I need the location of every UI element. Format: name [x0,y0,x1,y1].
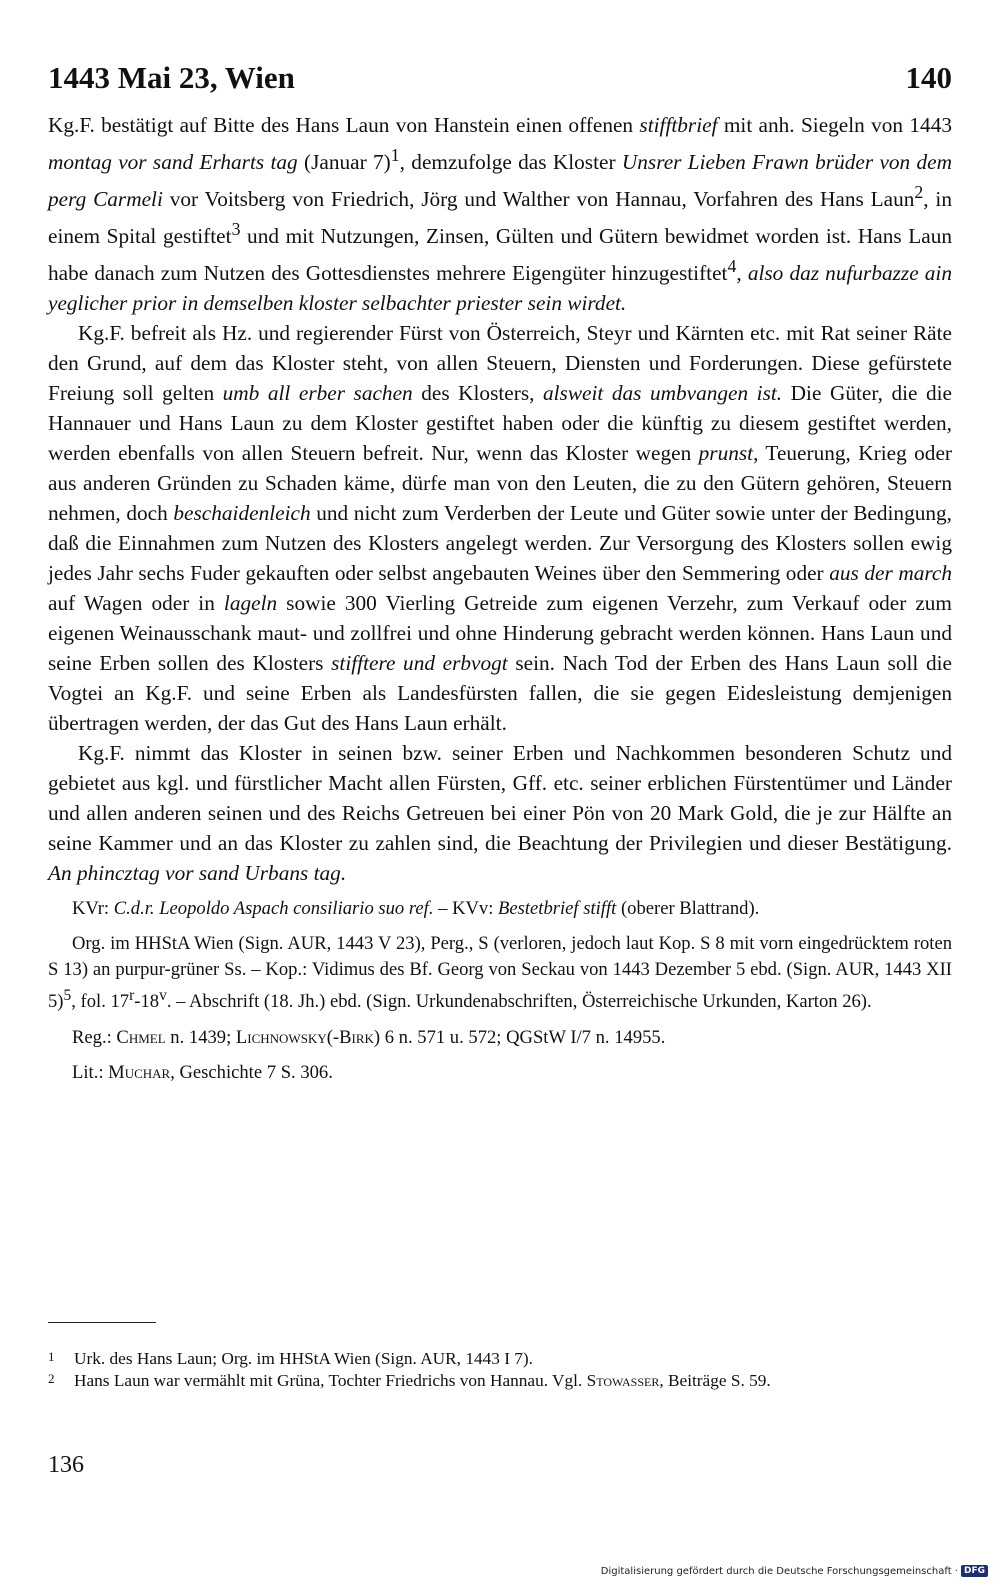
superscript: v [159,987,167,1005]
text: , Teuerung, Krieg oder aus anderen Gründen zu Schaden käme, dürfe man von den Leuten, die zu den Gütern gehören, Steuern nehmen, doch [48,441,953,526]
quote: Unsrer Lieben Frawn brüder von dem perg Carmeli [48,150,952,212]
superscript: r [129,987,135,1005]
text: und nicht zum Verderben der Leute und Güter sowie unter der Bedingung, daß die Einnahmen zum Nutzen des Klosters angelegt werden. Zur Versorgung des Klosters sollen ewig jedes Jahr sechs Fuder gekauften oder selbst angebauten Weines über den Semmering oder [48,501,952,586]
page-header [48,52,952,96]
dfg-logo: DFG [961,1565,988,1577]
text: -18 [134,991,160,1013]
footnote [48,1348,952,1370]
quote: stifftbrief [639,113,718,137]
text: Reg.: [72,1026,117,1048]
author: Lichnowsky(-Birk) [235,1026,381,1048]
note-kanzleivermerk [48,896,952,922]
digitization-credit [601,1565,988,1577]
text: , demzufolge das Kloster [399,150,622,175]
quote: montag vor sand Erharts tag [48,150,298,175]
quote: An phincztag vor sand Urbans tag. [48,861,347,886]
text: Lit.: [72,1061,109,1083]
text: des Klosters, [412,381,543,406]
footnote-ref: 1 [390,145,400,165]
quote: also daz nufurbazze ain yeglicher prior in demselben kloster selbachter priester sein wirdet. [48,261,952,316]
quote: beschaidenleich [173,501,311,526]
text: (oberer Blattrand). [616,898,760,920]
footnote-ref: 5 [63,987,72,1005]
paragraph-3 [48,738,952,888]
quote: C.d.r. Leopoldo Aspach consiliario suo ref. [113,898,434,920]
footnotes [48,1348,952,1392]
text: Kg.F. nimmt das Kloster in seinen bzw. seiner Erben und Nachkommen besonderen Schutz und gebietet aus kgl. und fürstlicher Macht allen Fürsten, Gff. etc. seiner erblichen Fürstentümer und Länder und allen anderen seinen und des Reichs Getreuen bei einer Pön von 20 Mark Gold, die je zur Hälfte an seine Kammer und an das Kloster zu zahlen sind, die Beachtung der Privilegien und dieser Bestätigung. [48,741,952,856]
text: 6 n. 571 u. 572; QGStW I/7 n. 14955. [380,1026,666,1048]
quote: aus der march [829,561,952,586]
text: sein. Nach Tod der Erben des Hans Laun soll die Vogtei an Kg.F. und seine Erben als Landesfürsten fallen, die sie gegen Eidesleistung demjenigen übertragen werden, der das Gut des Hans Laun erhält. [48,651,952,736]
page-number: 136 [48,1452,84,1478]
text: Kg.F. befreit als Hz. und regierender Fürst von Österreich, Steyr und Kärnten etc. mit Rat seiner Räte den Grund, auf dem das Kloster steht, von allen Steuern, Diensten und Forderungen. Diese gefürstete Freiung soll gelten [48,321,952,406]
text: n. 1439; [165,1026,236,1048]
paragraph-2 [48,318,952,738]
author: Muchar [108,1061,171,1083]
text: KVr: [72,898,114,920]
footnote-number: 2 [48,1371,55,1386]
apparatus [48,896,952,1085]
footnote-text: Urk. des Hans Laun; Org. im HHStA Wien (Sign. AUR, 1443 I 7). [74,1349,533,1368]
text: . – Abschrift (18. Jh.) ebd. (Sign. Urkundenabschriften, Österreichische Urkunden, Karton 26). [166,991,872,1013]
document-title: 1443 Mai 23, Wien [48,60,295,95]
text: , fol. 17 [71,991,130,1013]
text: mit anh. Siegeln von 1443 [717,113,952,137]
quote: umb all erber sachen [222,381,413,406]
text: Org. im HHStA Wien (Sign. AUR, 1443 V 23), Perg., S (verloren, jedoch laut Kop. S 8 mit vorn eingedrücktem roten S 13) an purpur-grüner Ss. – Kop.: Vidimus des Bf. Georg von Seckau von 1443 Dezember 5 ebd. (Sign. AUR, 1443 XII 5) [48,933,952,1013]
quote: lageln [223,591,278,616]
text: , [736,261,748,286]
document-number: 140 [905,60,952,95]
text: (Januar 7) [297,150,391,175]
text: sowie 300 Vierling Getreide zum eigenen Verzehr, zum Verkauf oder zum eigenen Weinausschank maut- und zollfrei und ohne Hinderung gebracht werden können. Hans Laun und seine Erben sollen des Klosters [48,591,953,676]
main-text [48,110,952,1095]
text: Hans Laun war vermählt mit Grüna, Tochter Friedrichs von Hannau. Vgl. [74,1371,587,1390]
text: , Beiträge S. 59. [659,1371,771,1390]
text: Die Güter, die die Hannauer und Hans Laun zu dem Kloster gestiftet haben oder die künftig zu diesem gestiftet werden, werden ebenfalls von allen Steuern befreit. Nur, wenn das Kloster wegen [48,381,953,466]
credit-text: Digitalisierung gefördert durch die Deutsche Forschungsgemeinschaft · [600,1565,958,1577]
note-literatur [48,1060,952,1086]
note-original [48,931,952,1015]
quote: Bestetbrief stifft [498,898,617,920]
text: , in einem Spital gestiftet [48,187,953,249]
footnote-divider [48,1322,156,1323]
text: , Geschichte 7 S. 306. [170,1061,333,1083]
footnote [48,1370,952,1392]
text: Kg.F. bestätigt auf Bitte des Hans Laun von Hanstein einen offenen [48,113,640,137]
text: – KVv: [433,898,499,920]
note-regesten [48,1025,952,1051]
quote: alsweit das umbvangen ist. [542,381,783,406]
footnote-number: 1 [48,1349,55,1364]
quote: prunst [698,441,754,466]
footnote-ref: 4 [727,256,737,277]
author: Stowasser [586,1371,660,1390]
text: auf Wagen oder in [48,591,224,616]
footnote-ref: 3 [231,219,241,240]
text: vor Voitsberg von Friedrich, Jörg und Walther von Hannau, Vorfahren des Hans Laun [162,187,915,212]
footnote-text [74,1370,952,1392]
author: Chmel [116,1026,166,1048]
quote: stifftere und erbvogt [331,651,508,676]
paragraph-1 [48,110,952,318]
footnote-ref: 2 [914,182,924,203]
text: und mit Nutzungen, Zinsen, Gülten und Gütern bewidmet worden ist. Hans Laun habe danach zum Nutzen des Gottesdienstes mehrere Eigengüter hinzugestiftet [48,224,953,286]
